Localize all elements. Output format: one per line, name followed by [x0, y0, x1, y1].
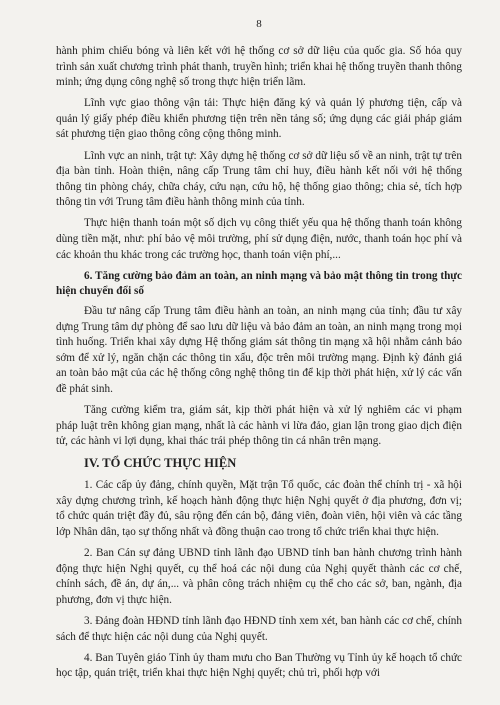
paragraph-transport: Lĩnh vực giao thông vận tải: Thực hiện đăng ký và quản lý phương tiện, cấp và quản lý giấy phép điều khiển phương tiện trên nền tảng số; ứng dụng các giải pháp giám sát phương tiện giao thông công cộng thông minh.	[56, 97, 462, 141]
subheading-cybersecurity: 6. Tăng cường bảo đảm an toàn, an ninh mạng và bảo mật thông tin trong thực hiện chuyển đổi số	[56, 269, 462, 298]
paragraph-cyber-inspection: Tăng cường kiểm tra, giám sát, kịp thời phát hiện và xử lý nghiêm các vi phạm pháp luật trên không gian mạng, nhất là các hành vi lừa đảo, gian lận trong giao dịch điện tử, các hành vi lợi dụng, khai thác trái phép thông tin cá nhân trên mạng.	[56, 403, 462, 448]
paragraph-cyber-investment: Đầu tư nâng cấp Trung tâm điều hành an toàn, an ninh mạng của tỉnh; đầu tư xây dựng Trung tâm dự phòng để sao lưu dữ liệu và bảo đảm an toàn, an ninh mạng trong mọi tình huống. Triển khai xây dựng Hệ thống giám sát thông tin mạng xã hội nhằm cảnh báo sớm để xử lý, ngăn chặn các thông tin xấu, độc trên môi trường mạng. Định kỳ đánh giá an toàn bảo mật của các hệ thống công nghệ thông tin để kịp thời phát hiện, xử lý các vấn đề phát sinh.	[56, 304, 462, 395]
paragraph-security-order: Lĩnh vực an ninh, trật tự: Xây dựng hệ thống cơ sở dữ liệu số về an ninh, trật tự trên địa bàn tỉnh. Hoàn thiện, nâng cấp Trung tâm chỉ huy, điều hành kết nối với hệ thống thông tin phòng cháy, chữa cháy, cứu nạn, cứu hộ, hệ thống giao thông; chia sẻ, tích hợp thông tin với Trung tâm điều hành thông minh của tỉnh.	[56, 149, 462, 209]
section-heading-implementation: IV. TỔ CHỨC THỰC HIỆN	[84, 456, 237, 471]
page-number: 8	[256, 18, 262, 30]
paragraph-culture-continued: hành phim chiếu bóng và liên kết với hệ thống cơ sở dữ liệu của quốc gia. Số hóa quy trình sản xuất chương trình phát thanh, truyền hình; triển khai hệ thống truyền thanh thông minh; ứng dụng công nghệ số trong thực hiện triển lãm.	[56, 45, 462, 89]
paragraph-item-3: 3. Đảng đoàn HĐND tỉnh lãnh đạo HĐND tỉnh xem xét, ban hành các cơ chế, chính sách để thực hiện các nội dung của Nghị quyết.	[56, 615, 462, 643]
paragraph-item-1: 1. Các cấp ủy đảng, chính quyền, Mặt trận Tổ quốc, các đoàn thể chính trị - xã hội xây dựng chương trình, kế hoạch hành động thực hiện Nghị quyết ở địa phương, đơn vị; tổ chức quán triệt đầy đủ, sâu rộng đến cán bộ, đảng viên, đoàn viên, hội viên và các tầng lớp Nhân dân, tạo sự thống nhất và đồng thuận cao trong tổ chức triển khai thực hiện.	[56, 479, 462, 539]
paragraph-cashless-payment: Thực hiện thanh toán một số dịch vụ công thiết yếu qua hệ thống thanh toán không dùng tiền mặt, như: phí bảo vệ môi trường, phí sử dụng điện, nước, thanh toán học phí và các khoản thu khác trong các trường học, thanh toán viện phí,...	[56, 217, 462, 261]
paragraph-item-4: 4. Ban Tuyên giáo Tỉnh ủy tham mưu cho Ban Thường vụ Tỉnh ủy kế hoạch tổ chức học tập, quán triệt, triển khai thực hiện Nghị quyết; chủ trì, phối hợp với	[56, 651, 462, 680]
paragraph-item-2: 2. Ban Cán sự đảng UBND tỉnh lãnh đạo UBND tỉnh ban hành chương trình hành động thực hiện Nghị quyết, cụ thể hoá các nội dung của Nghị quyết thành các cơ chế, chính sách, đề án, dự án,... và phân công trách nhiệm cụ thể cho các sở, ban, ngành, địa phương, đơn vị thực hiện.	[56, 547, 462, 606]
